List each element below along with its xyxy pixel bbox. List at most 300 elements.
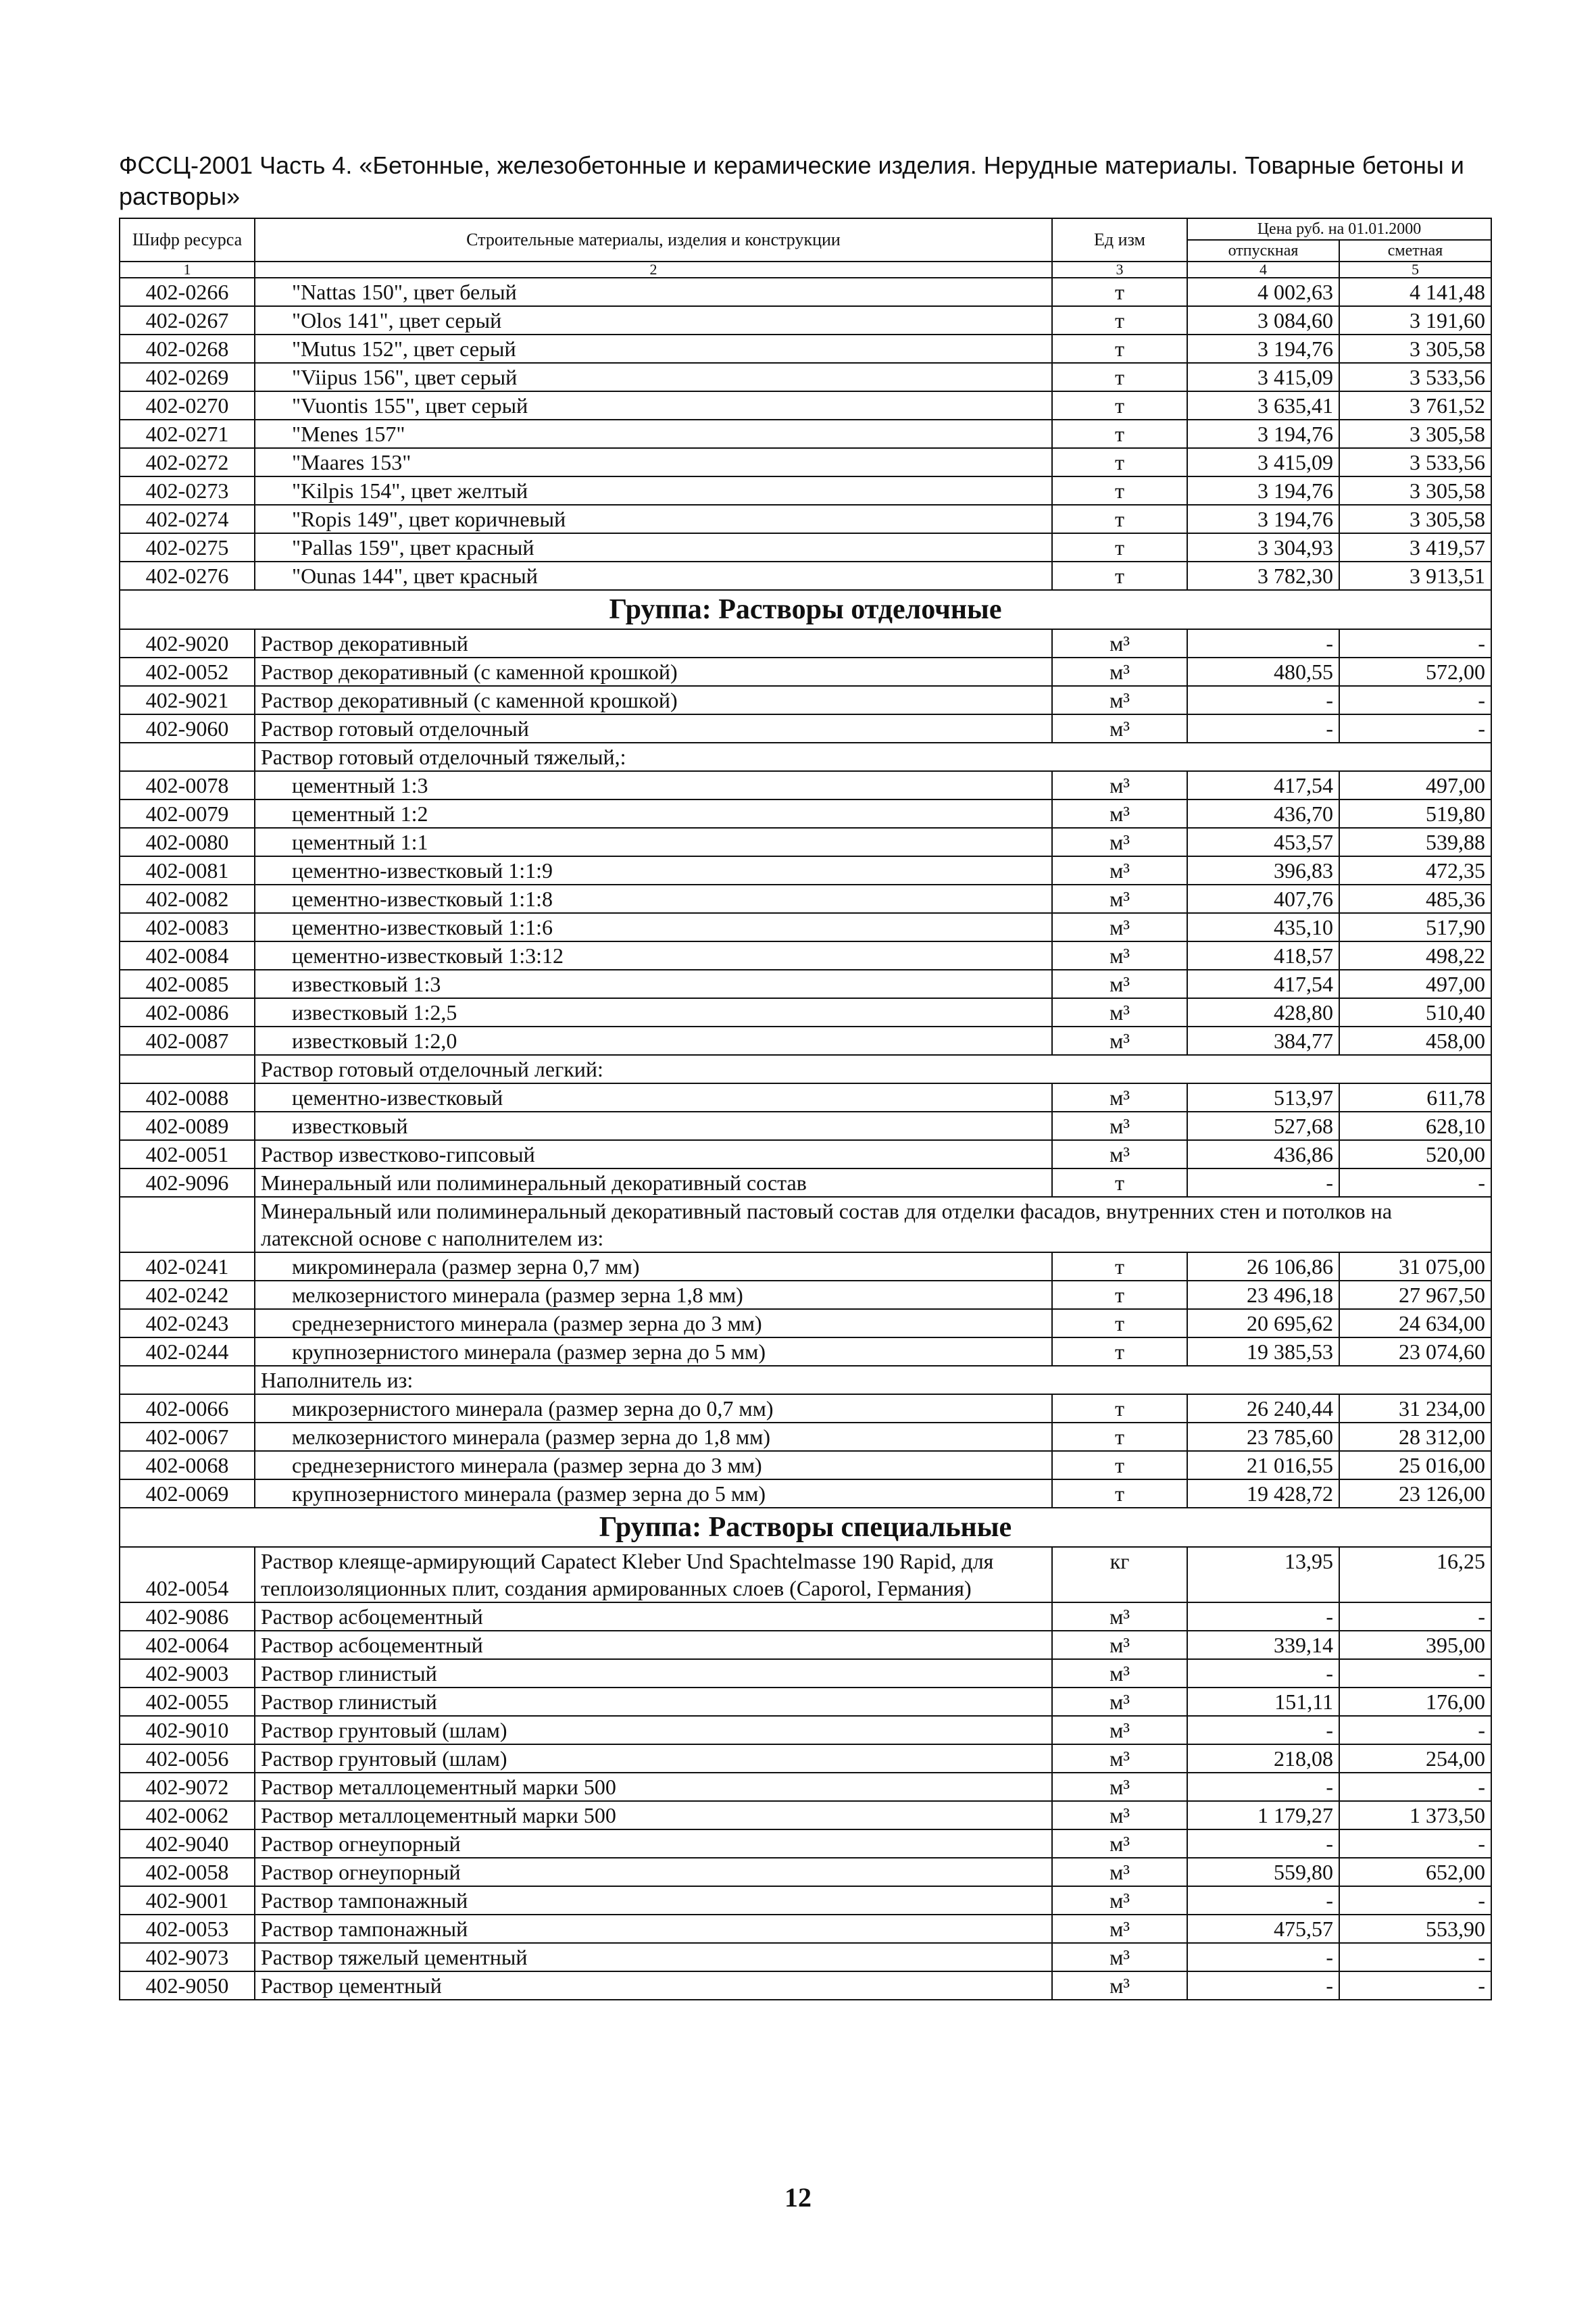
resource-code: 402-9001 <box>120 1886 255 1915</box>
resource-code: 402-9003 <box>120 1659 255 1688</box>
table-row <box>120 306 1491 335</box>
price-wholesale: 559,80 <box>1187 1858 1339 1886</box>
table-row <box>120 420 1491 448</box>
material-name: "Menes 157" <box>255 420 1052 448</box>
table-row <box>120 1394 1491 1423</box>
price-wholesale: 3 194,76 <box>1187 505 1339 533</box>
table-row <box>120 562 1491 590</box>
col-number: 2 <box>255 262 1052 278</box>
unit: т <box>1052 420 1187 448</box>
price-wholesale: 3 415,09 <box>1187 363 1339 391</box>
material-name: Раствор цементный <box>255 1971 1052 2000</box>
table-row <box>120 1547 1491 1602</box>
unit: м³ <box>1052 771 1187 799</box>
unit: м³ <box>1052 1083 1187 1112</box>
price-estimate: 472,35 <box>1339 856 1491 885</box>
table-row <box>120 1858 1491 1886</box>
material-name: Раствор тяжелый цементный <box>255 1943 1052 1971</box>
table-row <box>120 533 1491 562</box>
material-name: Раствор огнеупорный <box>255 1858 1052 1886</box>
price-wholesale: 436,86 <box>1187 1140 1339 1168</box>
price-wholesale: 418,57 <box>1187 941 1339 970</box>
unit: т <box>1052 562 1187 590</box>
price-estimate: 628,10 <box>1339 1112 1491 1140</box>
price-estimate: 3 305,58 <box>1339 335 1491 363</box>
price-wholesale: 435,10 <box>1187 913 1339 941</box>
price-wholesale: 480,55 <box>1187 658 1339 686</box>
table-row <box>120 1451 1491 1479</box>
table-row <box>120 278 1491 306</box>
material-name: цементно-известковый 1:1:6 <box>255 913 1052 941</box>
resource-code: 402-0267 <box>120 306 255 335</box>
table-row <box>120 658 1491 686</box>
material-name: Раствор готовый отделочный <box>255 714 1052 743</box>
resource-code: 402-0082 <box>120 885 255 913</box>
table-row <box>120 941 1491 970</box>
price-estimate: 24 634,00 <box>1339 1309 1491 1337</box>
material-name: Раствор грунтовый (шлам) <box>255 1744 1052 1773</box>
unit: т <box>1052 278 1187 306</box>
price-wholesale: 3 635,41 <box>1187 391 1339 420</box>
price-estimate: 3 305,58 <box>1339 420 1491 448</box>
price-wholesale: 513,97 <box>1187 1083 1339 1112</box>
price-wholesale: 339,14 <box>1187 1631 1339 1659</box>
page-number: 12 <box>784 2182 812 2213</box>
unit: м³ <box>1052 799 1187 828</box>
table-row <box>120 1479 1491 1508</box>
price-wholesale: 436,70 <box>1187 799 1339 828</box>
price-wholesale: 23 785,60 <box>1187 1423 1339 1451</box>
table-row <box>120 828 1491 856</box>
subheading-text: Минеральный или полиминеральный декоративный пастовый состав для отделки фасадов, внутренних стен и потолков на латексной основе с наполнителем из: <box>255 1197 1491 1252</box>
table-row <box>120 1423 1491 1451</box>
resource-code: 402-0242 <box>120 1281 255 1309</box>
material-name: Раствор клеяще-армирующий Capatect Kleber Und Spachtelmasse 190 Rapid, для теплоизоляционных плит, создания армированных слоев (Caporol, Германия) <box>255 1547 1052 1602</box>
subheading-code-cell <box>120 1055 255 1083</box>
unit: м³ <box>1052 1915 1187 1943</box>
table-row <box>120 1337 1491 1366</box>
resource-code: 402-0066 <box>120 1394 255 1423</box>
price-wholesale: - <box>1187 1829 1339 1858</box>
resource-code: 402-0243 <box>120 1309 255 1337</box>
price-wholesale: - <box>1187 1886 1339 1915</box>
resource-code: 402-0058 <box>120 1858 255 1886</box>
resource-code: 402-0269 <box>120 363 255 391</box>
price-estimate: 572,00 <box>1339 658 1491 686</box>
resource-code: 402-0244 <box>120 1337 255 1366</box>
material-name: цементно-известковый 1:1:9 <box>255 856 1052 885</box>
unit: м³ <box>1052 1716 1187 1744</box>
group-heading-row <box>120 590 1491 629</box>
price-wholesale: - <box>1187 686 1339 714</box>
resource-code: 402-9060 <box>120 714 255 743</box>
price-wholesale: 428,80 <box>1187 998 1339 1027</box>
material-name: Раствор глинистый <box>255 1659 1052 1688</box>
table-row <box>120 1631 1491 1659</box>
material-name: Раствор декоративный (с каменной крошкой) <box>255 658 1052 686</box>
subheading-text: Наполнитель из: <box>255 1366 1491 1394</box>
unit: м³ <box>1052 1801 1187 1829</box>
price-wholesale: - <box>1187 1659 1339 1688</box>
table-row <box>120 1168 1491 1197</box>
price-estimate: 3 913,51 <box>1339 562 1491 590</box>
resource-code: 402-0054 <box>120 1547 255 1602</box>
group-heading-row <box>120 1508 1491 1547</box>
resource-code: 402-0276 <box>120 562 255 590</box>
resource-code: 402-0052 <box>120 658 255 686</box>
price-wholesale: 3 194,76 <box>1187 420 1339 448</box>
resource-code: 402-0271 <box>120 420 255 448</box>
unit: т <box>1052 1337 1187 1366</box>
material-name: "Kilpis 154", цвет желтый <box>255 476 1052 505</box>
price-estimate: 254,00 <box>1339 1744 1491 1773</box>
price-wholesale: 23 496,18 <box>1187 1281 1339 1309</box>
material-name: "Maares 153" <box>255 448 1052 476</box>
unit: т <box>1052 1423 1187 1451</box>
material-name: Раствор декоративный (с каменной крошкой) <box>255 686 1052 714</box>
resource-code: 402-0079 <box>120 799 255 828</box>
table-row <box>120 1886 1491 1915</box>
resource-code: 402-0089 <box>120 1112 255 1140</box>
price-estimate: - <box>1339 629 1491 658</box>
resource-code: 402-9040 <box>120 1829 255 1858</box>
resource-code: 402-9073 <box>120 1943 255 1971</box>
material-name: "Vuontis 155", цвет серый <box>255 391 1052 420</box>
table-row <box>120 1659 1491 1688</box>
material-name: Раствор асбоцементный <box>255 1602 1052 1631</box>
unit: т <box>1052 533 1187 562</box>
price-wholesale: 151,11 <box>1187 1688 1339 1716</box>
table-row <box>120 799 1491 828</box>
subheading-row <box>120 1055 1491 1083</box>
material-name: Минеральный или полиминеральный декоративный состав <box>255 1168 1052 1197</box>
resource-code: 402-0062 <box>120 1801 255 1829</box>
table-row <box>120 1027 1491 1055</box>
table-row <box>120 771 1491 799</box>
unit: т <box>1052 306 1187 335</box>
price-estimate: 553,90 <box>1339 1915 1491 1943</box>
resource-code: 402-0081 <box>120 856 255 885</box>
price-estimate: 25 016,00 <box>1339 1451 1491 1479</box>
table-row <box>120 998 1491 1027</box>
unit: м³ <box>1052 1829 1187 1858</box>
price-estimate: 28 312,00 <box>1339 1423 1491 1451</box>
header-unit: Ед изм <box>1052 218 1187 262</box>
unit: м³ <box>1052 1688 1187 1716</box>
price-wholesale: 19 428,72 <box>1187 1479 1339 1508</box>
price-wholesale: 13,95 <box>1187 1547 1339 1602</box>
price-estimate: 3 533,56 <box>1339 363 1491 391</box>
price-estimate: 3 191,60 <box>1339 306 1491 335</box>
unit: т <box>1052 1309 1187 1337</box>
resource-code: 402-0069 <box>120 1479 255 1508</box>
price-wholesale: - <box>1187 1716 1339 1744</box>
material-name: Раствор металлоцементный марки 500 <box>255 1801 1052 1829</box>
price-estimate: - <box>1339 1659 1491 1688</box>
price-wholesale: 19 385,53 <box>1187 1337 1339 1366</box>
table-row <box>120 629 1491 658</box>
page-title: ФССЦ-2001 Часть 4. «Бетонные, железобетонные и керамические изделия. Нерудные материалы. Товарные бетоны и растворы» <box>119 151 1464 210</box>
price-wholesale: 384,77 <box>1187 1027 1339 1055</box>
table-row <box>120 1252 1491 1281</box>
price-wholesale: 21 016,55 <box>1187 1451 1339 1479</box>
unit: т <box>1052 476 1187 505</box>
col-number: 4 <box>1187 262 1339 278</box>
unit: м³ <box>1052 1886 1187 1915</box>
subheading-text: Раствор готовый отделочный тяжелый,: <box>255 743 1491 771</box>
price-estimate: - <box>1339 1943 1491 1971</box>
price-wholesale: 3 415,09 <box>1187 448 1339 476</box>
price-estimate: - <box>1339 1602 1491 1631</box>
material-name: среднезернистого минерала (размер зерна до 3 мм) <box>255 1451 1052 1479</box>
price-estimate: - <box>1339 1773 1491 1801</box>
unit: т <box>1052 448 1187 476</box>
resource-code: 402-0087 <box>120 1027 255 1055</box>
unit: кг <box>1052 1547 1187 1602</box>
resource-code: 402-9096 <box>120 1168 255 1197</box>
price-wholesale: 3 304,93 <box>1187 533 1339 562</box>
resource-code: 402-0272 <box>120 448 255 476</box>
price-wholesale: 3 194,76 <box>1187 335 1339 363</box>
unit: м³ <box>1052 1858 1187 1886</box>
price-estimate: 517,90 <box>1339 913 1491 941</box>
table-row <box>120 448 1491 476</box>
price-estimate: 3 419,57 <box>1339 533 1491 562</box>
header-estimate: сметная <box>1339 240 1491 262</box>
unit: м³ <box>1052 828 1187 856</box>
resource-code: 402-0088 <box>120 1083 255 1112</box>
material-name: микрозернистого минерала (размер зерна до 0,7 мм) <box>255 1394 1052 1423</box>
unit: м³ <box>1052 1659 1187 1688</box>
material-name: Раствор грунтовый (шлам) <box>255 1716 1052 1744</box>
subheading-code-cell <box>120 1197 255 1252</box>
resource-code: 402-0084 <box>120 941 255 970</box>
price-estimate: 520,00 <box>1339 1140 1491 1168</box>
price-estimate: 539,88 <box>1339 828 1491 856</box>
header-name: Строительные материалы, изделия и конструкции <box>255 218 1052 262</box>
col-number: 1 <box>120 262 255 278</box>
material-name: известковый 1:2,0 <box>255 1027 1052 1055</box>
price-wholesale: - <box>1187 1943 1339 1971</box>
unit: т <box>1052 1252 1187 1281</box>
table-row <box>120 856 1491 885</box>
unit: т <box>1052 1281 1187 1309</box>
table-row <box>120 505 1491 533</box>
price-estimate: 31 075,00 <box>1339 1252 1491 1281</box>
material-name: "Ropis 149", цвет коричневый <box>255 505 1052 533</box>
group-heading: Группа: Растворы специальные <box>120 1508 1491 1547</box>
price-estimate: 497,00 <box>1339 771 1491 799</box>
resource-code: 402-0056 <box>120 1744 255 1773</box>
unit: м³ <box>1052 913 1187 941</box>
price-estimate: 497,00 <box>1339 970 1491 998</box>
unit: м³ <box>1052 1112 1187 1140</box>
table-row <box>120 1281 1491 1309</box>
price-table-body <box>120 278 1491 2000</box>
unit: м³ <box>1052 856 1187 885</box>
price-wholesale: - <box>1187 629 1339 658</box>
material-name: Раствор тампонажный <box>255 1915 1052 1943</box>
resource-code: 402-9020 <box>120 629 255 658</box>
price-wholesale: 396,83 <box>1187 856 1339 885</box>
table-row <box>120 714 1491 743</box>
price-wholesale: 20 695,62 <box>1187 1309 1339 1337</box>
price-estimate: 23 074,60 <box>1339 1337 1491 1366</box>
price-estimate: - <box>1339 1886 1491 1915</box>
resource-code: 402-0064 <box>120 1631 255 1659</box>
resource-code: 402-0086 <box>120 998 255 1027</box>
price-estimate: 652,00 <box>1339 1858 1491 1886</box>
price-wholesale: 407,76 <box>1187 885 1339 913</box>
table-row <box>120 885 1491 913</box>
price-estimate: - <box>1339 686 1491 714</box>
resource-code: 402-0241 <box>120 1252 255 1281</box>
material-name: Раствор асбоцементный <box>255 1631 1052 1659</box>
price-table-container <box>119 218 1491 2000</box>
material-name: "Nattas 150", цвет белый <box>255 278 1052 306</box>
price-estimate: 23 126,00 <box>1339 1479 1491 1508</box>
material-name: "Mutus 152", цвет серый <box>255 335 1052 363</box>
material-name: мелкозернистого минерала (размер зерна 1,8 мм) <box>255 1281 1052 1309</box>
unit: м³ <box>1052 1602 1187 1631</box>
unit: т <box>1052 391 1187 420</box>
material-name: Раствор тампонажный <box>255 1886 1052 1915</box>
price-estimate: 16,25 <box>1339 1547 1491 1602</box>
table-row <box>120 913 1491 941</box>
unit: т <box>1052 1394 1187 1423</box>
material-name: крупнозернистого минерала (размер зерна до 5 мм) <box>255 1479 1052 1508</box>
resource-code: 402-0268 <box>120 335 255 363</box>
price-estimate: 519,80 <box>1339 799 1491 828</box>
table-row <box>120 1602 1491 1631</box>
price-estimate: 395,00 <box>1339 1631 1491 1659</box>
resource-code: 402-9050 <box>120 1971 255 2000</box>
price-wholesale: - <box>1187 1168 1339 1197</box>
material-name: Раствор огнеупорный <box>255 1829 1052 1858</box>
subheading-row <box>120 1197 1491 1252</box>
resource-code: 402-0273 <box>120 476 255 505</box>
col-number: 5 <box>1339 262 1491 278</box>
resource-code: 402-0055 <box>120 1688 255 1716</box>
price-table <box>119 218 1492 2000</box>
group-heading: Группа: Растворы отделочные <box>120 590 1491 629</box>
table-row <box>120 391 1491 420</box>
unit: м³ <box>1052 1631 1187 1659</box>
col-number: 3 <box>1052 262 1187 278</box>
unit: т <box>1052 1168 1187 1197</box>
subheading-row <box>120 1366 1491 1394</box>
price-wholesale: 26 106,86 <box>1187 1252 1339 1281</box>
unit: м³ <box>1052 1140 1187 1168</box>
table-row <box>120 1744 1491 1773</box>
price-estimate: 611,78 <box>1339 1083 1491 1112</box>
table-row <box>120 1943 1491 1971</box>
table-row <box>120 1915 1491 1943</box>
unit: т <box>1052 363 1187 391</box>
table-row <box>120 1309 1491 1337</box>
resource-code: 402-0051 <box>120 1140 255 1168</box>
material-name: "Olos 141", цвет серый <box>255 306 1052 335</box>
price-estimate: 3 305,58 <box>1339 505 1491 533</box>
resource-code: 402-0275 <box>120 533 255 562</box>
price-estimate: - <box>1339 714 1491 743</box>
table-row <box>120 476 1491 505</box>
table-row <box>120 1083 1491 1112</box>
resource-code: 402-0078 <box>120 771 255 799</box>
material-name: "Pallas 159", цвет красный <box>255 533 1052 562</box>
material-name: известковый 1:3 <box>255 970 1052 998</box>
material-name: цементно-известковый <box>255 1083 1052 1112</box>
price-estimate: 3 533,56 <box>1339 448 1491 476</box>
price-estimate: - <box>1339 1971 1491 2000</box>
price-wholesale: - <box>1187 1971 1339 2000</box>
price-estimate: - <box>1339 1829 1491 1858</box>
resource-code: 402-9010 <box>120 1716 255 1744</box>
price-estimate: 27 967,50 <box>1339 1281 1491 1309</box>
unit: м³ <box>1052 714 1187 743</box>
material-name: цементно-известковый 1:1:8 <box>255 885 1052 913</box>
price-estimate: - <box>1339 1168 1491 1197</box>
unit: м³ <box>1052 1971 1187 2000</box>
material-name: Раствор металлоцементный марки 500 <box>255 1773 1052 1801</box>
material-name: Раствор известково-гипсовый <box>255 1140 1052 1168</box>
resource-code: 402-0068 <box>120 1451 255 1479</box>
price-wholesale: 527,68 <box>1187 1112 1339 1140</box>
table-row <box>120 335 1491 363</box>
resource-code: 402-9086 <box>120 1602 255 1631</box>
price-estimate: 458,00 <box>1339 1027 1491 1055</box>
resource-code: 402-0274 <box>120 505 255 533</box>
material-name: микроминерала (размер зерна 0,7 мм) <box>255 1252 1052 1281</box>
header-code: Шифр ресурса <box>120 218 255 262</box>
table-row <box>120 1829 1491 1858</box>
resource-code: 402-9021 <box>120 686 255 714</box>
resource-code: 402-0067 <box>120 1423 255 1451</box>
price-estimate: 3 305,58 <box>1339 476 1491 505</box>
price-wholesale: - <box>1187 714 1339 743</box>
unit: т <box>1052 1479 1187 1508</box>
material-name: цементно-известковый 1:3:12 <box>255 941 1052 970</box>
table-row <box>120 1773 1491 1801</box>
table-row <box>120 363 1491 391</box>
table-row <box>120 1801 1491 1829</box>
subheading-code-cell <box>120 743 255 771</box>
unit: т <box>1052 1451 1187 1479</box>
material-name: известковый 1:2,5 <box>255 998 1052 1027</box>
unit: м³ <box>1052 1773 1187 1801</box>
material-name: Раствор декоративный <box>255 629 1052 658</box>
price-wholesale: 218,08 <box>1187 1744 1339 1773</box>
price-estimate: 4 141,48 <box>1339 278 1491 306</box>
price-estimate: 1 373,50 <box>1339 1801 1491 1829</box>
price-estimate: 3 761,52 <box>1339 391 1491 420</box>
price-estimate: 485,36 <box>1339 885 1491 913</box>
material-name: Раствор глинистый <box>255 1688 1052 1716</box>
resource-code: 402-0085 <box>120 970 255 998</box>
price-estimate: 176,00 <box>1339 1688 1491 1716</box>
material-name: крупнозернистого минерала (размер зерна до 5 мм) <box>255 1337 1052 1366</box>
table-row <box>120 686 1491 714</box>
price-estimate: 510,40 <box>1339 998 1491 1027</box>
unit: м³ <box>1052 941 1187 970</box>
price-wholesale: 3 782,30 <box>1187 562 1339 590</box>
price-wholesale: 475,57 <box>1187 1915 1339 1943</box>
unit: м³ <box>1052 1744 1187 1773</box>
price-wholesale: 4 002,63 <box>1187 278 1339 306</box>
price-wholesale: 417,54 <box>1187 771 1339 799</box>
unit: м³ <box>1052 658 1187 686</box>
unit: м³ <box>1052 885 1187 913</box>
